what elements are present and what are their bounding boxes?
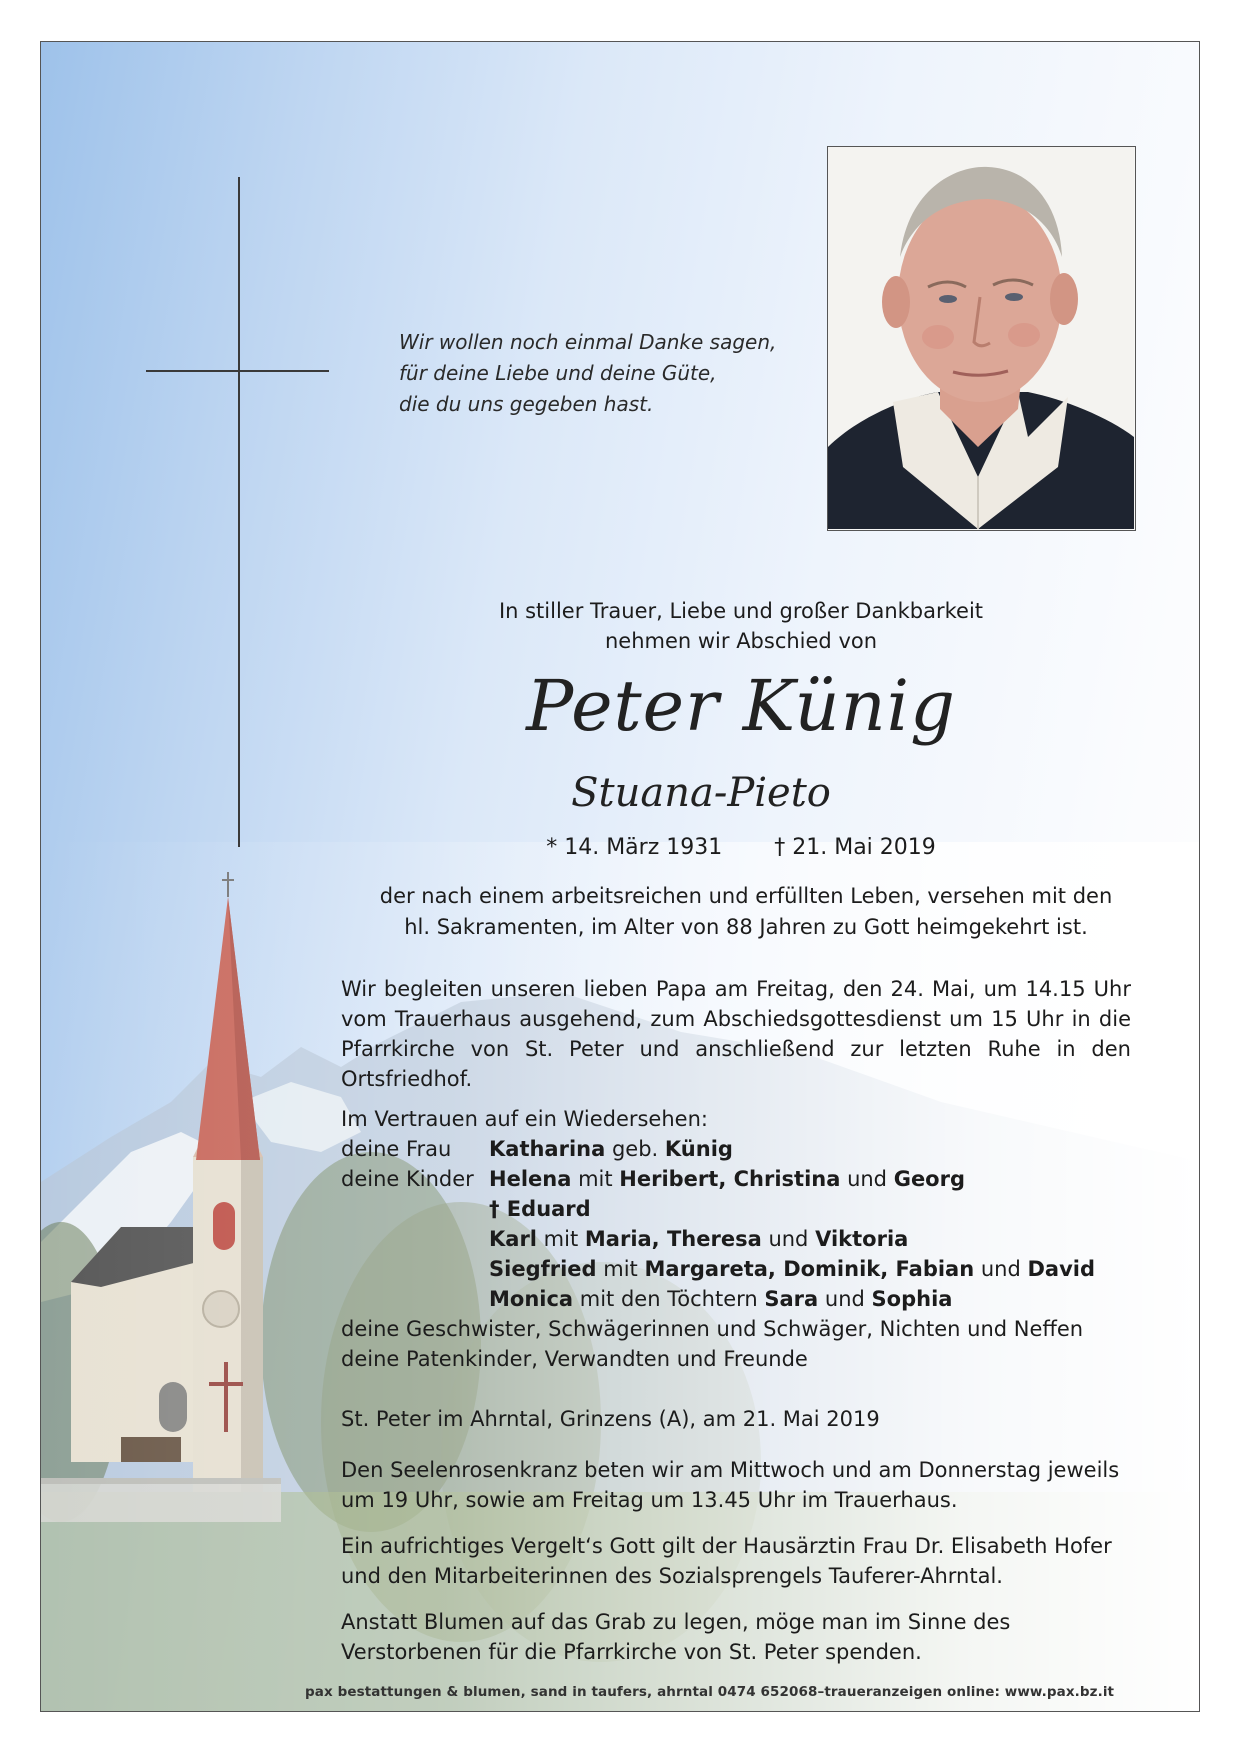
thanks-note: Ein aufrichtiges Vergelt‘s Gott gilt der Hausärztin Frau Dr. Elisabeth Hofer und den Mitarbeiterinnen des Sozialsprengels Tauferer-Ahrntal. xyxy=(341,1534,1112,1588)
memorial-quote xyxy=(399,327,776,420)
biography-text xyxy=(331,881,1161,943)
family-connector: geb. xyxy=(605,1137,665,1161)
family-name: † Eduard xyxy=(489,1197,591,1221)
family-list xyxy=(341,1104,1131,1374)
family-name: Monica xyxy=(489,1287,574,1311)
family-name: Maria, Theresa xyxy=(584,1227,762,1251)
family-connector: und xyxy=(761,1227,816,1251)
family-name: Siegfried xyxy=(489,1257,597,1281)
family-sub-row xyxy=(341,1284,1131,1314)
death-date: † 21. Mai 2019 xyxy=(774,835,936,860)
family-wife-row xyxy=(341,1134,1131,1164)
place-and-date: St. Peter im Ahrntal, Grinzens (A), am 21. Mai 2019 xyxy=(341,1407,880,1431)
family-sub-row xyxy=(341,1194,1131,1224)
family-name: Heribert, Christina xyxy=(619,1167,841,1191)
family-sub-row xyxy=(341,1224,1131,1254)
obituary-card xyxy=(40,41,1200,1712)
family-label: deine Frau xyxy=(341,1137,452,1161)
bio-line: der nach einem arbeitsreichen und erfüllten Leben, versehen mit den xyxy=(379,884,1113,908)
family-name: Karl xyxy=(489,1227,537,1251)
footer-imprint: pax bestattungen & blumen, sand in taufers, ahrntal 0474 652068–traueranzeigen online: www.pax.bz.it xyxy=(305,1684,1115,1700)
family-heading: Im Vertrauen auf ein Wiedersehen: xyxy=(341,1107,708,1131)
rosary-info: Den Seelenrosenkranz beten wir am Mittwoch und am Donnerstag jeweils um 19 Uhr, sowie am Freitag um 13.45 Uhr im Trauerhaus. xyxy=(341,1458,1120,1512)
family-connector: und xyxy=(840,1167,894,1191)
bio-line: hl. Sakramenten, im Alter von 88 Jahren zu Gott heimgekehrt ist. xyxy=(404,915,1088,939)
intro-line: In stiller Trauer, Liebe und großer Dankbarkeit xyxy=(498,599,984,623)
funeral-details: Wir begleiten unseren lieben Papa am Freitag, den 24. Mai, um 14.15 Uhr vom Trauerhaus ausgehend, zum Abschiedsgottesdienst um 15 Uhr in die Pfarrkirche von St. Peter und anschließend zur letzten Ruhe in den Ortsfriedhof. xyxy=(341,977,1131,1091)
family-name: Katharina xyxy=(489,1137,606,1161)
family-name: Helena xyxy=(489,1167,572,1191)
family-name: Georg xyxy=(893,1167,965,1191)
quote-line: Wir wollen noch einmal Danke sagen, xyxy=(399,330,777,354)
family-others: deine Patenkinder, Verwandten und Freunde xyxy=(341,1347,808,1371)
family-name: Viktoria xyxy=(815,1227,909,1251)
portrait-photo xyxy=(827,146,1136,531)
intro-line: nehmen wir Abschied von xyxy=(604,629,878,653)
life-dates xyxy=(341,832,1141,864)
cross-horizontal-line xyxy=(146,370,329,372)
family-connector: mit xyxy=(537,1227,585,1251)
family-siblings: deine Geschwister, Schwägerinnen und Schwäger, Nichten und Neffen xyxy=(341,1317,1084,1341)
family-connector: mit xyxy=(596,1257,645,1281)
family-label: deine Kinder xyxy=(341,1167,474,1191)
family-name: Künig xyxy=(664,1137,733,1161)
family-name: Margareta, Dominik, Fabian xyxy=(644,1257,975,1281)
family-sub-row xyxy=(341,1254,1131,1284)
family-connector: mit xyxy=(571,1167,620,1191)
birth-date: * 14. März 1931 xyxy=(546,835,723,860)
family-connector: und xyxy=(818,1287,872,1311)
cross-vertical-line xyxy=(238,177,240,847)
intro-text xyxy=(341,596,1141,656)
quote-line: für deine Liebe und deine Güte, xyxy=(399,361,717,385)
family-name: Sophia xyxy=(871,1287,953,1311)
quote-line: die du uns gegeben hast. xyxy=(399,392,654,416)
deceased-nickname: Stuana-Pieto xyxy=(571,770,831,816)
deceased-name: Peter Künig xyxy=(526,665,956,747)
donation-note: Anstatt Blumen auf das Grab zu legen, möge man im Sinne des Verstorbenen für die Pfarrkirche von St. Peter spenden. xyxy=(341,1610,1011,1664)
family-kids-row xyxy=(341,1164,1131,1194)
family-connector: mit den Töchtern xyxy=(573,1287,765,1311)
family-name: Sara xyxy=(764,1287,819,1311)
family-connector: und xyxy=(974,1257,1028,1281)
family-name: David xyxy=(1027,1257,1096,1281)
